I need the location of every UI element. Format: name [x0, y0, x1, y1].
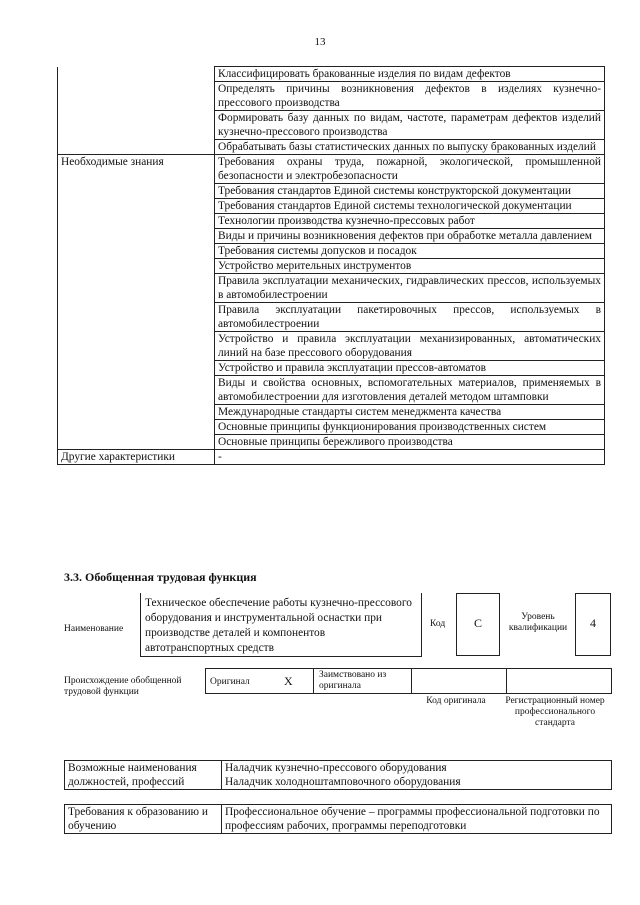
level-box — [575, 593, 611, 656]
positions-table — [64, 760, 612, 790]
name-value-box — [140, 593, 422, 657]
table-row — [58, 450, 605, 465]
knowledge-cell: Требования системы допусков и посадок — [215, 244, 605, 259]
other-label: Другие характеристики — [58, 450, 215, 465]
skill-cell: Определять причины возникновения дефектов в изделиях кузнечно-прессового производства — [215, 82, 605, 111]
position-item: Наладчик холодноштамповочного оборудования — [225, 776, 461, 788]
origin-label: Происхождение обобщенной трудовой функции — [64, 676, 182, 697]
knowledge-cell: Требования стандартов Единой системы конструкторской документации — [215, 184, 605, 199]
borrowed-label: Заимствовано из оригинала — [319, 670, 387, 691]
knowledge-cell: Основные принципы бережливого производства — [215, 435, 605, 450]
skill-cell: Формировать базу данных по видам, частоте, параметрам дефектов изделий кузнечно-прессового производства — [215, 111, 605, 140]
origin-box — [205, 668, 612, 694]
knowledge-cell: Международные стандарты систем менеджмента качества — [215, 405, 605, 420]
table-row — [65, 805, 612, 834]
position-item: Наладчик кузнечно-прессового оборудования — [225, 762, 447, 774]
education-table — [64, 804, 612, 834]
original-label: Оригинал — [210, 677, 250, 687]
code-box — [456, 593, 500, 656]
level-label: Уровень квалификации — [508, 612, 568, 633]
divider — [411, 669, 412, 693]
knowledge-cell: Правила эксплуатации механических, гидравлических прессов, используемых в автомобилестроении — [215, 274, 605, 303]
divider — [313, 669, 314, 693]
knowledge-cell: Устройство и правила эксплуатации прессов-автоматов — [215, 361, 605, 376]
original-mark: X — [284, 674, 293, 688]
positions-values — [222, 761, 612, 790]
knowledge-cell: Требования стандартов Единой системы технологической документации — [215, 199, 605, 214]
knowledge-cell: Правила эксплуатации пакетировочных прессов, используемых в автомобилестроении — [215, 303, 605, 332]
education-label: Требования к образованию и обучению — [65, 805, 222, 834]
code-label: Код — [430, 619, 446, 629]
name-label: Наименование — [64, 624, 124, 634]
skill-cell: Классифицировать бракованные изделия по видам дефектов — [215, 67, 605, 82]
name-value: Техническое обеспечение работы кузнечно-прессового оборудования и инструментальной оснастки при производстве деталей и компонентов автотранспортных средств — [145, 597, 412, 654]
positions-label: Возможные наименования должностей, профессий — [65, 761, 222, 790]
section-title: 3.3. Обобщенная трудовая функция — [64, 570, 257, 584]
divider — [506, 669, 507, 693]
requirements-table — [57, 66, 605, 465]
knowledge-cell: Устройство и правила эксплуатации механизированных, автоматических линий на базе прессового оборудования — [215, 332, 605, 361]
table-row — [65, 761, 612, 790]
table-row — [58, 155, 605, 184]
level-value: 4 — [590, 616, 596, 630]
code-value: C — [473, 616, 482, 630]
education-value: Профессиональное обучение – программы профессиональной подготовки по профессиям рабочих, программы переподготовки — [222, 805, 612, 834]
knowledge-cell: Требования охраны труда, пожарной, экологической, промышленной безопасности и электробезопасности — [215, 155, 605, 184]
reg-number-label: Регистрационный номер профессионального стандарта — [505, 696, 605, 728]
knowledge-cell: Виды и свойства основных, вспомогательных материалов, применяемых в автомобилестроении для изготовления деталей методом штамповки — [215, 376, 605, 405]
knowledge-cell: Виды и причины возникновения дефектов при обработке металла давлением — [215, 229, 605, 244]
code-original-label: Код оригинала — [426, 696, 486, 706]
knowledge-label: Необходимые знания — [58, 155, 215, 450]
table-row — [58, 67, 605, 82]
skill-cell: Обрабатывать базы статистических данных по выпуску бракованных изделий — [215, 140, 605, 155]
page-number: 13 — [314, 36, 326, 48]
knowledge-cell: Основные принципы функционирования производственных систем — [215, 420, 605, 435]
knowledge-cell: Технологии производства кузнечно-прессовых работ — [215, 214, 605, 229]
knowledge-cell: Устройство мерительных инструментов — [215, 259, 605, 274]
skills-label-cell — [58, 67, 215, 155]
other-value: - — [215, 450, 605, 465]
